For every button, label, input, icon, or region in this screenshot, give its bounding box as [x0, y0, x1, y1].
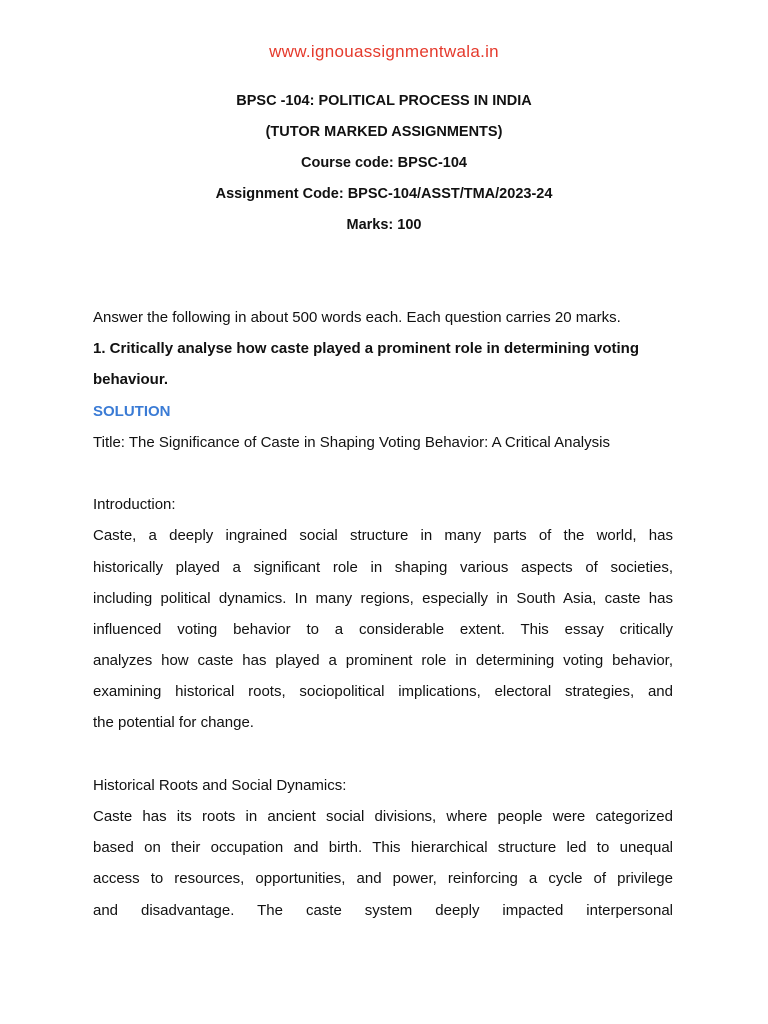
paragraph-line: and disadvantage. The caste system deeply impacted interpersonal	[93, 901, 673, 919]
paragraph-line: influenced voting behavior to a considerable extent. This essay critically	[93, 620, 673, 638]
document-body	[93, 302, 673, 926]
introduction-heading: Introduction:	[93, 496, 176, 514]
paragraph-line: including political dynamics. In many regions, especially in South Asia, caste has	[93, 589, 673, 607]
paragraph-line: Caste, a deeply ingrained social structure in many parts of the world, has	[93, 527, 673, 545]
course-title: BPSC -104: POLITICAL PROCESS IN INDIA	[236, 93, 532, 109]
solution-label: SOLUTION	[93, 402, 171, 420]
question-line: 1. Critically analyse how caste played a prominent role in determining voting	[93, 340, 639, 358]
marks: Marks: 100	[346, 217, 422, 233]
instructions: Answer the following in about 500 words each. Each question carries 20 marks.	[93, 309, 621, 326]
course-subtitle: (TUTOR MARKED ASSIGNMENTS)	[265, 124, 503, 140]
paragraph-line: the potential for change.	[93, 714, 254, 732]
spacer	[93, 458, 673, 489]
paragraph-line: based on their occupation and birth. This hierarchical structure led to unequal	[93, 839, 673, 857]
historical-heading: Historical Roots and Social Dynamics:	[93, 776, 347, 794]
assignment-header	[0, 86, 768, 241]
spacer	[93, 739, 673, 770]
paragraph-line: historically played a significant role in shaping various aspects of societies,	[93, 558, 673, 576]
site-url[interactable]: www.ignouassignmentwala.in	[269, 42, 499, 61]
paragraph-line: examining historical roots, sociopolitical implications, electoral strategies, and	[93, 683, 673, 701]
assignment-code: Assignment Code: BPSC-104/ASST/TMA/2023-24	[215, 186, 553, 202]
paragraph-line: Caste has its roots in ancient social divisions, where people were categorized	[93, 808, 673, 825]
question-line: behaviour.	[93, 371, 169, 389]
course-code: Course code: BPSC-104	[301, 155, 467, 171]
essay-title: Title: The Significance of Caste in Shaping Voting Behavior: A Critical Analysis	[93, 433, 610, 451]
paragraph-line: access to resources, opportunities, and power, reinforcing a cycle of privilege	[93, 870, 673, 888]
paragraph-line: analyzes how caste has played a prominent role in determining voting behavior,	[93, 652, 673, 670]
